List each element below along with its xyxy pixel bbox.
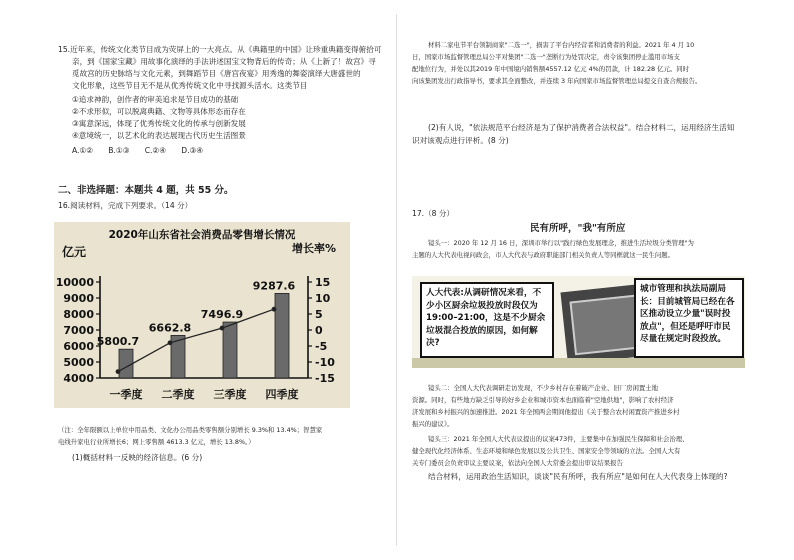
y-tick-label: 5000 (63, 356, 94, 369)
q16-heading: 16.阅读材料，完成下列要求。（14 分） (58, 201, 193, 210)
q15-choices: A.①② B.①③ C.②④ D.③④ (72, 146, 204, 155)
bar (275, 293, 289, 378)
chart-note-2: 电线升家电行业所增长6；网上零售额 4613.3 亿元，增长 13.8%。） (58, 438, 255, 446)
growth-point (116, 369, 121, 374)
material2-line-2: 日，国家市场监督管理总局公平对集团"二选一"垄断行为处罚决定，责令该集团停止滥用市场支 (412, 53, 680, 61)
x-tick-label: 三季度 (213, 388, 247, 401)
lens2-line-2: 资源。同时，有些地方缺乏引导的好乡企业和城市资本也面临着"空地供地"，影响了农村经济 (412, 396, 674, 404)
bar-value-label: 5800.7 (96, 335, 140, 349)
column-divider (396, 14, 397, 546)
y-tick-label: 10000 (55, 276, 94, 289)
lens3-line-2: 健全现代化经济体系、生态环境和绿色发展以及公共卫生、国家安全等领域的立法。全国人大有 (412, 447, 681, 455)
lens3-line-3: 关专门委员会负责审议主要议案，依法向全国人大常委会提出审议结果报告 (412, 459, 623, 467)
growth-point (168, 340, 173, 345)
growth-point (272, 307, 277, 312)
growth-point (220, 326, 225, 331)
x-tick-label: 四季度 (265, 388, 299, 401)
bar-value-label: 9287.6 (252, 279, 296, 293)
y-tick-label: 6000 (63, 340, 94, 353)
material2-line-4: 向该集团发出行政指导书，要求其全面整改，并连续 3 年向国家市场监督管理总局提交自查合规报告。 (412, 77, 702, 85)
q15-option-1: ①追求神韵，创作者的审美追求是节目成功的基础 (72, 95, 239, 104)
y-tick-label: 7000 (63, 324, 94, 337)
q16-part-2-line-1: (2)有人说，"依法规范平台经济是为了保护消费者合法权益"。结合材料二，运用经济生活知 (428, 123, 735, 132)
material2-line-1: 材料二家电节平台领制商家"二选一"，损害了平台内经营者和消费者的利益。2021 年 4 月 10 (428, 41, 695, 49)
lens2-line-4: 振兴的建议》。 (412, 420, 454, 428)
y2-tick-label: 10 (315, 292, 331, 305)
lens2-line-1: 镜头二：全国人大代表调研走访发现，不少乡村存在着破产企业、旧厂房闲置土地 (428, 384, 659, 392)
cartoon-illustration (412, 276, 745, 368)
bar-value-label: 7496.9 (200, 308, 244, 322)
deputy-speech-bubble: 人大代表:从调研情况来看，不少小区厨余垃圾投放时段仅为19:00–21:00，这是不少厨余垃圾混合投放的原因，如何解决? (420, 282, 554, 358)
chart-title: 2020年山东省社会消费品零售增长情况 (108, 229, 296, 241)
chart-note-1: （注：全年限额以上单位中用品类、文化办公用品类零售额分别增长 9.3%和 13.4%；智慧家 (58, 426, 323, 434)
material2-line-3: 配地位行为，并处以其2019 年中国境内销售额4557.12 亿元 4%的罚款，计 182.28 亿元。同时 (412, 65, 690, 73)
section-title: 二、非选择题：本题共 4 题，共 55 分。 (58, 185, 234, 196)
bar-value-label: 6662.8 (148, 321, 192, 335)
y2-tick-label: -5 (315, 340, 328, 353)
q15-line-2: 亲，到《国家宝藏》用故事化演绎的手法讲述国宝文物背后的传奇；从《上新了！故宫》寻 (72, 57, 376, 66)
bar (223, 322, 237, 378)
y-axis-label: 亿元 (62, 245, 87, 259)
y-tick-label: 9000 (63, 292, 94, 305)
y2-tick-label: -10 (315, 356, 335, 369)
chart-svg (54, 222, 350, 408)
q17-title: 民有所呼，"我"有所应 (530, 223, 626, 234)
q17-question: 结合材料，运用政治生活知识，谈谈"民有所呼，我有所应"是如何在人大代表身上体现的? (428, 472, 728, 481)
y2-tick-label: 0 (315, 324, 323, 337)
lens1-line-2: 主题的人大代表电视问政会，市人大代表与政府职能部门相关负责人等同框就这一民生问题。 (412, 251, 675, 259)
y2-tick-label: 15 (315, 276, 331, 289)
lens2-line-3: 济发展和乡村振兴的加速推进。2021 年全国两会期间他提出《关于整合农村闲置资产推进乡村 (412, 408, 680, 416)
q16-part-2-line-2: 识对该观点进行评析。(8 分) (412, 136, 509, 145)
cartoon-ground (412, 358, 745, 368)
q15-option-4: ④意境统一，以艺术化的表达展现古代历史生活图景 (72, 131, 246, 140)
growth-line (118, 309, 274, 371)
q15-option-3: ③寓意深远，体现了优秀传统文化的传承与创新发展 (72, 119, 246, 128)
y2-axis-label: 增长率% (292, 242, 337, 255)
retail-growth-chart (54, 222, 350, 408)
q16-part-1: (1)概括材料一反映的经济信息。(6 分) (72, 453, 203, 462)
x-tick-label: 二季度 (161, 388, 195, 401)
y2-tick-label: 5 (315, 308, 323, 321)
y-tick-label: 4000 (63, 372, 94, 385)
q15-line-4: 文化形象，这些节目无不是从优秀传统文化中寻找源头活水。这类节目 (72, 81, 308, 90)
q15-line-1: 15.近年来，传统文化类节目成为荧屏上的一大亮点。从《典籍里的中国》让珍重典籍变得俯拾可 (58, 45, 382, 54)
q15-option-2: ②不求形似，可以脱离典籍、文物等具体形态而存在 (72, 107, 246, 116)
y2-tick-label: -15 (315, 372, 335, 385)
bar (119, 349, 133, 378)
x-tick-label: 一季度 (109, 388, 143, 401)
official-speech-bubble: 城市管理和执法局副局长：目前城管局已经在各区推动设立少量"误时投放点"，但还是呼吁市民尽量在规定时段投放。 (634, 278, 744, 358)
q17-heading: 17.（8 分） (412, 209, 455, 218)
q15-line-3: 觅故宫的历史脉络与文化元素，到舞蹈节目《唐宫夜宴》用秀逸的舞姿演绎大唐盛世的 (72, 69, 361, 78)
y-tick-label: 8000 (63, 308, 94, 321)
lens1-line-1: 镜头一：2020 年 12 月 16 日，深圳市举行以"践行绿色发展理念，推进生活垃圾分类管理"为 (428, 239, 694, 247)
lens3-line-1: 镜头三：2021 年全国人大代表议提出的议案473件，主要集中在加强民生保障和社会治理、 (428, 435, 689, 443)
